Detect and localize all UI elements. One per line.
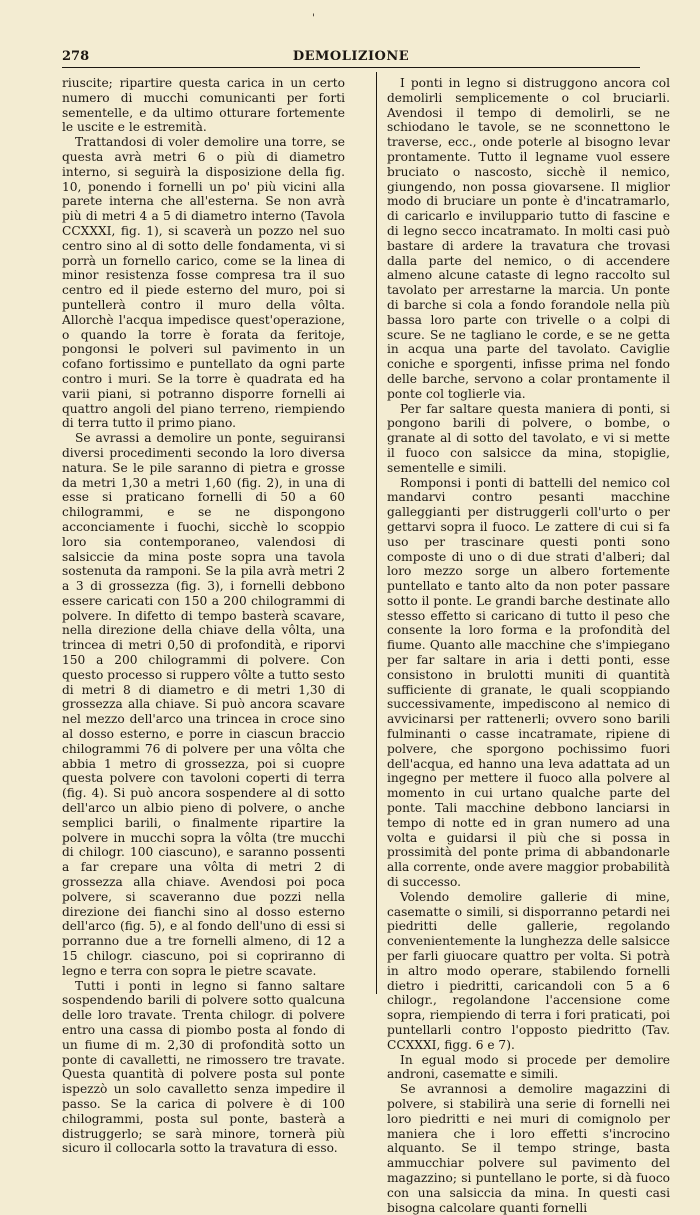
paragraph: In egual modo si procede per demolire androni, casematte e simili. bbox=[387, 1052, 670, 1082]
paragraph: Se avrassi a demolire un ponte, seguiransi diversi procedimenti secondo la loro diversa natura. Se le pile saranno di pietra e grosse da metri 1,30 a metri 1,60 (fig. 2), in una di esse si praticano fornelli di 50 a 60 chilogrammi, e se ne dispongono acconciamente i fuochi, sicchè lo scoppio loro sia contemporaneo, valendosi di salsiccie da mina poste sopra una tavola sostenuta da ramponi. Se la pila avrà metri 2 a 3 di grossezza (fig. 3), i fornelli debbono essere caricati con 150 a 200 chilogrammi di polvere. In difetto di tempo basterà scavare, nella direzione della chiave della vôlta, una trincea di metri 0,50 di profondità, e riporvi 150 a 200 chilogrammi di polvere. Con questo processo si ruppero vôlte a tutto sesto di metri 8 di diametro e di metri 1,30 di grossezza alla chiave. Si può ancora scavare nel mezzo dell'arco una trincea in croce sino al dosso esterno, e porre in ciascun braccio chilogrammi 76 di polvere per una vôlta che abbia 1 metro di grossezza, poi si cuopre questa polvere con tavoloni coperti di terra (fig. 4). Si può ancora sospendere al di sotto dell'arco un albio pieno di polvere, o anche semplici barili, o finalmente ripartire la polvere in mucchi sopra la vôlta (tre mucchi di chilogr. 100 ciascuno), e saranno possenti a far crepare una vôlta di metri 2 di grossezza alla chiave. Avendosi poi poca polvere, si scaveranno due pozzi nella direzione dei fianchi sino al dosso esterno dell'arco (fig. 5), e al fondo dell'uno di essi si porranno due a tre fornelli almeno, di 12 a 15 chilogr. ciascuno, poi si copriranno di legno e terra con sopra le pietre scavate. bbox=[62, 431, 345, 978]
paragraph: riuscite; ripartire questa carica in un certo numero di mucchi comunicanti per forti sementelle, e da ultimo otturare fortemente le uscite e le estremità. bbox=[62, 76, 345, 135]
paragraph: Volendo demolire gallerie di mine, casematte o simili, si disporranno petardi nei piedritti delle gallerie, regolando convenientemente la lunghezza delle salsicce per farli giuocare quattro per volta. Si potrà in altro modo operare, stabilendo fornelli dietro i piedritti, caricandoli con 5 a 6 chilogr., regolandone l'accensione come sopra, riempiendo di terra i fori praticati, poi puntellarli contro l'opposto piedritto (Tav. CCXXXI, figg. 6 e 7). bbox=[387, 889, 670, 1052]
top-mark: ' bbox=[312, 13, 315, 24]
paragraph: Romponsi i ponti di battelli del nemico col mandarvi contro pesanti macchine galleggianti per distruggerli coll'urto o per gettarvi sopra il fuoco. Le zattere di cui si fa uso per trascinare questi ponti sono composte di uno o di due strati d'alberi; dal loro mezzo sorge un albero fortemente puntellato e tanto alto da non poter passare sotto il ponte. Le grandi barche destinate allo stesso effetto si caricano di tutto il peso che consente la loro forma e la profondità del fiume. Quanto alle macchine che s'impiegano per far saltare in aria i detti ponti, esse consistono in brulotti muniti di quantità sufficiente di granate, le quali scoppiando successivamente, impediscono al nemico di avvicinarsi per rattenerli; ovvero sono barili fulminanti o casse incatramate, ripiene di polvere, che sporgono pochissimo fuori dell'acqua, ed hanno una leva adattata ad un ingegno per mettere il fuoco alla polvere al momento in cui urtano qualche parte del ponte. Tali macchine debbono lanciarsi in tempo di notte ed in gran numero ad una volta e guidarsi il più che si possa in prossimità del ponte prima di abbandonarle alla corrente, onde avere maggior probabilità di successo. bbox=[387, 475, 670, 890]
running-title: DEMOLIZIONE bbox=[292, 49, 410, 64]
paragraph: Per far saltare questa maniera di ponti, si pongono barili di polvere, o bombe, o granate al di sotto del tavolato, e vi si mette il fuoco con salsicce da mina, stopiglie, sementelle e simili. bbox=[387, 401, 670, 475]
paragraph: Tutti i ponti in legno si fanno saltare sospendendo barili di polvere sotto qualcuna delle loro travate. Trenta chilogr. di polvere entro una cassa di piombo posta al fondo di un fiume di m. 2,30 di profondità sotto un ponte di cavalletti, ne rimossero tre travate. Questa quantità di polvere posta sul ponte ispezzò un solo cavalletto senza impedire il passo. Se la carica di polvere è di 100 chilogrammi, posta sul ponte, basterà a distruggerlo; se sarà minore, tornerà più sicuro il collocarla sotto la travatura di esso. bbox=[62, 978, 345, 1156]
right-column bbox=[387, 76, 670, 1215]
paragraph: I ponti in legno si distruggono ancora col demolirli semplicemente o col bruciarli. Avendosi il tempo di demolirli, se ne schiodano le tavole, se ne sconnettono le traverse, ecc., onde poterle al bisogno levar prontamente. Tutto il legname vuol essere bruciato o nascosto, sicchè il nemico, giungendo, non possa giovarsene. Il miglior modo di bruciare un ponte è d'incatramarlo, di caricarlo e inviluppario tutto di fascine e di legno secco incatramato. In molti casi può bastare di ardere la travatura che trovasi dalla parte del nemico, o di accendere almeno alcune cataste di legno raccolto sul tavolato per arrestarne la marcia. Un ponte di barche si cola a fondo forandole nella più bassa loro parte con trivelle o a colpi di scure. Se ne tagliano le corde, e se ne getta in acqua una parte del tavolato. Caviglie coniche e sporgenti, infisse prima nel fondo delle barche, servono a colar prontamente il ponte col toglierle via. bbox=[387, 76, 670, 401]
page-number: 278 bbox=[62, 49, 90, 64]
page-header bbox=[62, 45, 640, 68]
paragraph: Trattandosi di voler demolire una torre, se questa avrà metri 6 o più di diametro interno, si seguirà la disposizione della fig. 10, ponendo i fornelli un po' più vicini alla parete interna che all'esterna. Se non avrà più di metri 4 a 5 di diametro interno (Tavola CCXXXI, fig. 1), si scaverà un pozzo nel suo centro sino al di sotto delle fondamenta, vi si porrà un fornello carico, come se la linea di minor resistenza fosse compresa tra il suo centro ed il piede esterno del muro, poi si puntellerà contro il muro della vôlta. Allorchè l'acqua impedisce quest'operazione, o quando la torre è forata da feritoje, pongonsi le polveri sul pavimento in un cofano fortissimo e puntellato da ogni parte contro i muri. Se la torre è quadrata ed ha varii piani, si potranno disporre fornelli ai quattro angoli del piano terreno, riempiendo di terra tutto il primo piano. bbox=[62, 135, 345, 431]
paragraph: Se avrannosi a demolire magazzini di polvere, si stabilirà una serie di fornelli nei loro piedritti e nei muri di comignolo per maniera che i loro effetti s'incrocino alquanto. Se il tempo stringe, basta ammucchiar polvere sul pavimento del magazzino; si puntellano le porte, si dà fuoco con una salsiccia da mina. In questi casi bisogna calcolare quanti fornelli bbox=[387, 1082, 670, 1215]
column-divider bbox=[376, 72, 377, 994]
left-column bbox=[62, 76, 345, 1156]
